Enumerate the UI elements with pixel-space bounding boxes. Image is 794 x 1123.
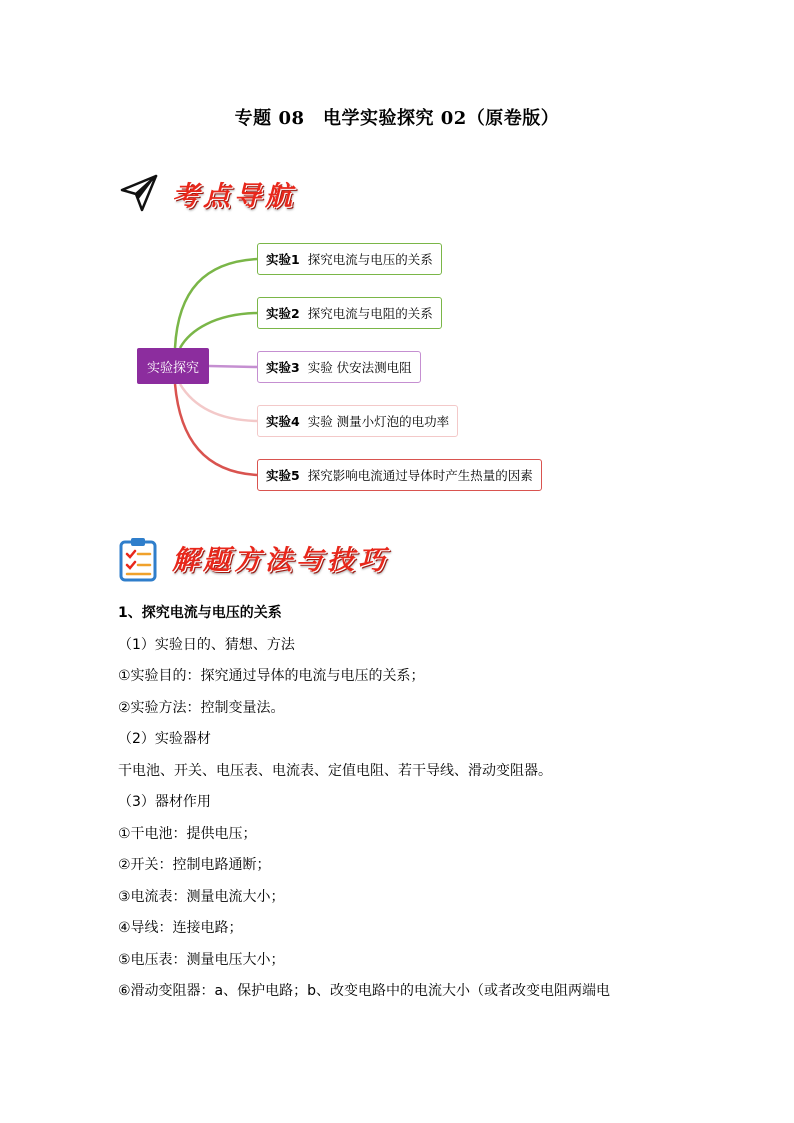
connector-5 bbox=[175, 384, 257, 475]
paper-plane-icon bbox=[118, 172, 160, 214]
clipboard-checklist-icon bbox=[118, 536, 160, 578]
node-text: 探究电流与电阻的关系 bbox=[307, 306, 433, 321]
node-text: 探究影响电流通过导体时产生热量的因素 bbox=[307, 468, 533, 483]
mindmap-root: 实验探究 bbox=[137, 348, 209, 384]
connector-3 bbox=[209, 366, 257, 367]
content-line: （1）实验日的、猜想、方法 bbox=[118, 636, 295, 653]
content-line: ①实验目的：探究通过导体的电流与电压的关系； bbox=[118, 668, 425, 684]
content-line: ⑥滑动变阻器：a、保护电路；b、改变电路中的电流大小（或者改变电阻两端电 bbox=[118, 983, 611, 999]
mindmap-node-3 bbox=[257, 351, 421, 383]
content-line: ①干电池：提供电压； bbox=[118, 825, 257, 842]
mindmap-node-2 bbox=[257, 297, 442, 329]
mindmap-node-1 bbox=[257, 243, 442, 275]
mindmap-node-5 bbox=[257, 459, 542, 491]
method-section-label: 解题方法与技巧 bbox=[172, 544, 389, 576]
nav-section-header bbox=[118, 168, 296, 218]
content-body bbox=[118, 598, 708, 1008]
content-line: ②开关：控制电路通断； bbox=[118, 857, 271, 873]
content-line: 干电池、开关、电压表、电流表、定值电阻、若干导线、滑动变阻器。 bbox=[118, 762, 552, 779]
node-tag: 实验3 bbox=[266, 360, 300, 375]
node-tag: 实验5 bbox=[266, 468, 300, 483]
content-line: ②实验方法：控制变量法。 bbox=[118, 699, 285, 716]
node-text: 实验 测量小灯泡的电功率 bbox=[307, 414, 450, 429]
content-line: ④导线：连接电路； bbox=[118, 920, 243, 936]
method-section-header bbox=[118, 532, 389, 582]
node-tag: 实验4 bbox=[266, 414, 300, 429]
node-text: 探究电流与电压的关系 bbox=[307, 252, 433, 267]
node-tag: 实验2 bbox=[266, 306, 300, 321]
content-heading: 1、探究电流与电压的关系 bbox=[118, 605, 282, 621]
content-line: （3）器材作用 bbox=[118, 794, 211, 810]
content-line: ⑤电压表：测量电压大小； bbox=[118, 951, 285, 968]
connector-1 bbox=[175, 259, 257, 348]
mindmap-node-4 bbox=[257, 405, 458, 437]
content-line: （2）实验器材 bbox=[118, 731, 211, 747]
nav-section-label: 考点导航 bbox=[172, 180, 296, 212]
node-tag: 实验1 bbox=[266, 252, 300, 267]
node-text: 实验 伏安法测电阻 bbox=[307, 360, 412, 375]
content-line: ③电流表：测量电流大小； bbox=[118, 888, 285, 905]
connector-2 bbox=[180, 313, 257, 348]
connector-4 bbox=[180, 384, 257, 421]
page-title: 专题 08 电学实验探究 02（原卷版） bbox=[234, 108, 560, 129]
